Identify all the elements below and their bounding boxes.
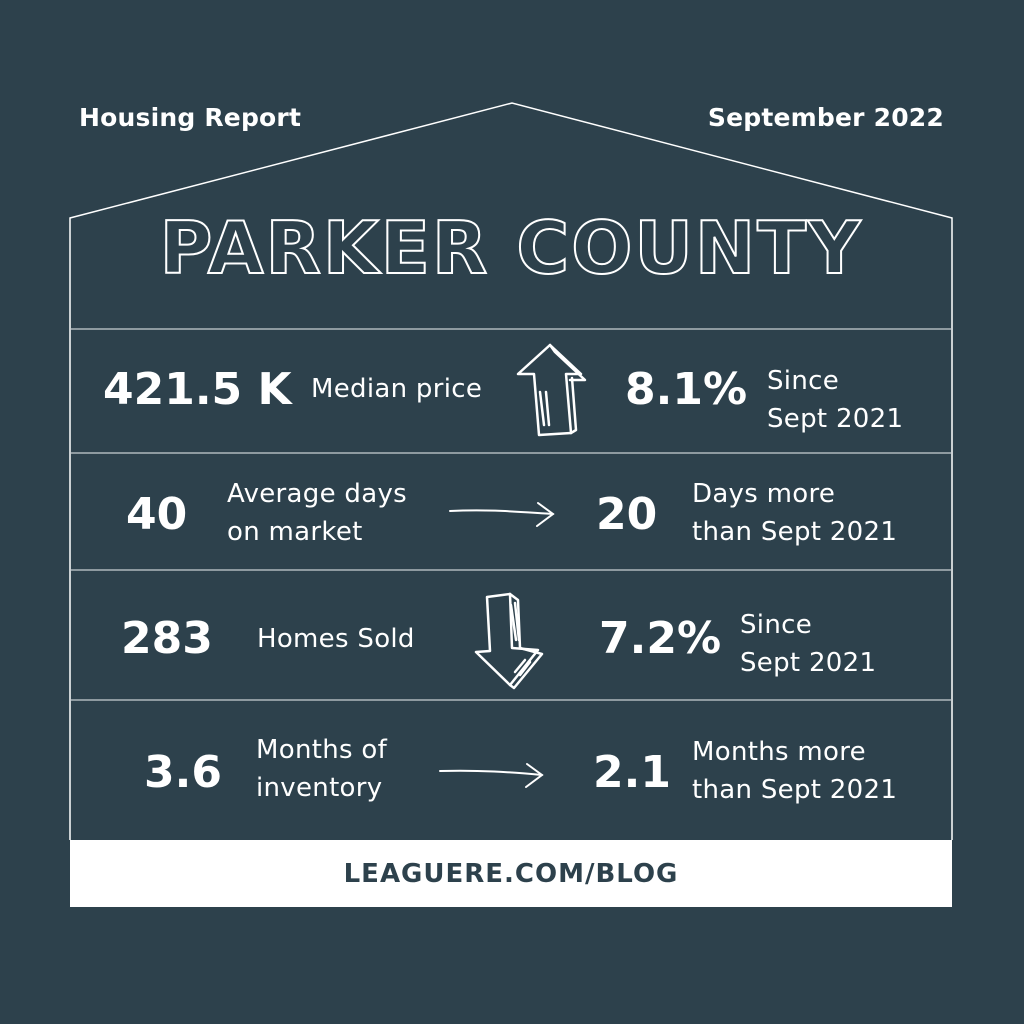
report-date: September 2022 (707, 103, 944, 132)
right-arrow-icon (440, 764, 542, 787)
days-on-market-change: 20 (596, 489, 658, 540)
homes-sold-change: 7.2% (599, 613, 722, 664)
months-inventory-change: 2.1 (593, 747, 671, 798)
up-arrow-icon (518, 345, 585, 435)
page-title: PARKER COUNTY (159, 206, 863, 290)
months-inventory-label: Months of inventory (256, 735, 388, 803)
median-price-change: 8.1% (625, 364, 748, 415)
homes-sold-change-label: Since Sept 2021 (740, 610, 877, 678)
homes-sold-value: 283 (121, 613, 213, 664)
months-inventory-change-label: Months more than Sept 2021 (692, 737, 898, 805)
median-price-label: Median price (311, 374, 483, 404)
blog-link[interactable]: LEAGUERE.COM/BLOG (343, 858, 679, 889)
homes-sold-label: Homes Sold (257, 624, 415, 654)
median-price-change-label: Since Sept 2021 (767, 366, 904, 434)
days-on-market-value: 40 (126, 489, 188, 540)
days-on-market-change-label: Days more than Sept 2021 (692, 479, 898, 547)
days-on-market-label: Average days on market (227, 479, 408, 547)
report-label: Housing Report (79, 103, 302, 132)
footer-banner (70, 840, 952, 907)
down-arrow-icon (476, 594, 542, 688)
right-arrow-icon (450, 503, 553, 526)
months-inventory-value: 3.6 (144, 747, 222, 798)
median-price-value: 421.5 K (103, 364, 292, 415)
